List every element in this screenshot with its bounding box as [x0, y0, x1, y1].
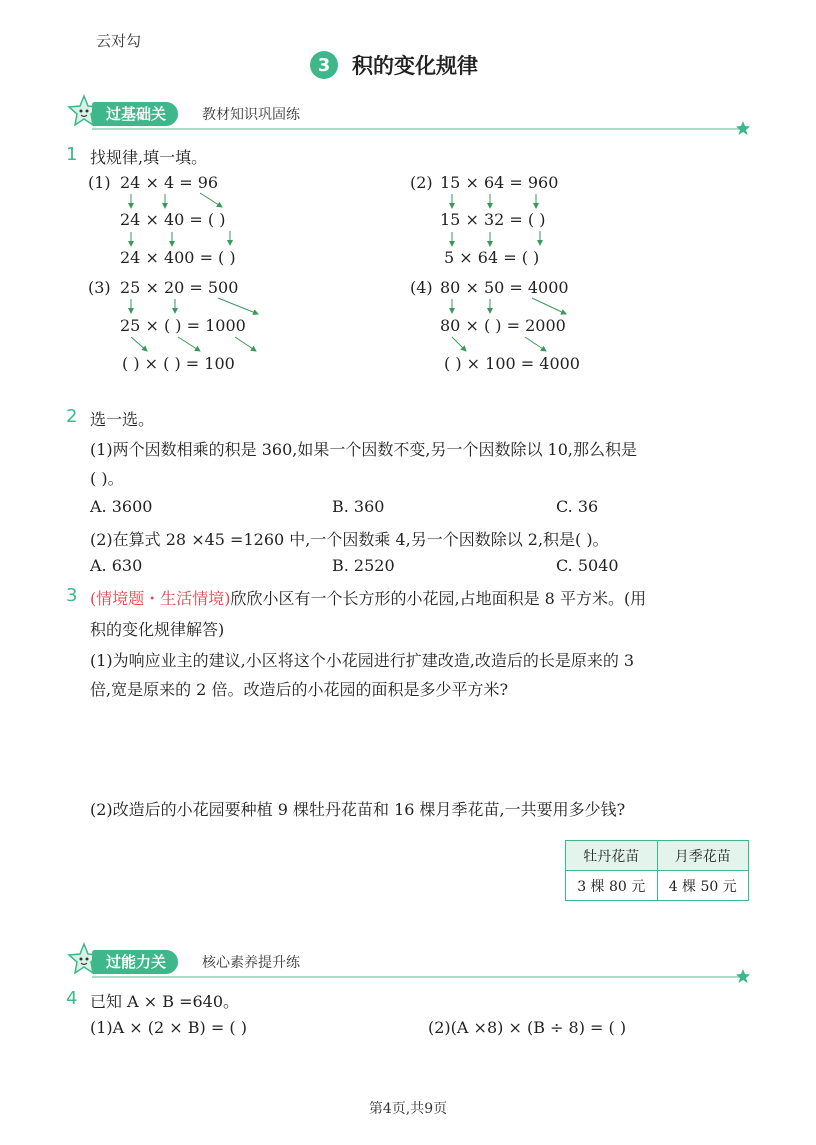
- q2-sub1-option-a: A. 3600: [90, 497, 153, 516]
- q1-part1-eq3: 24 × 400 = ( ): [120, 248, 236, 267]
- q1-part3-eq3: ( ) × ( ) = 100: [122, 354, 235, 373]
- q4-sub2: (2)(A ×8) × (B ÷ 8) = ( ): [428, 1018, 627, 1037]
- question-3-number: 3: [66, 585, 78, 606]
- q2-sub2-option-b: B. 2520: [332, 556, 395, 575]
- q2-sub1-option-b: B. 360: [332, 497, 385, 516]
- q1-part3-eq2: 25 × ( ) = 1000: [120, 316, 246, 335]
- q2-sub2-text: (2)在算式 28 ×45 =1260 中,一个因数乘 4,另一个因数除以 2,积是( )。: [90, 530, 609, 549]
- question-1-prompt: 找规律,填一填。: [90, 148, 208, 167]
- q1-part3-eq1: 25 × 20 = 500: [120, 278, 239, 297]
- question-3-line1: [90, 586, 646, 609]
- question-4-number: 4: [66, 988, 78, 1009]
- section-title: 过能力关: [92, 950, 178, 974]
- q1-part1-eq2: 24 × 40 = ( ): [120, 210, 226, 229]
- table-cell-peony-price: 3 棵 80 元: [566, 871, 658, 901]
- q1-part1-label: (1): [88, 173, 111, 192]
- page-title: 积的变化规律: [352, 54, 478, 78]
- q1-part2-eq3: 5 × 64 = ( ): [444, 248, 540, 267]
- table-cell-rose-price: 4 棵 50 元: [657, 871, 749, 901]
- lesson-number-badge: 3: [310, 51, 338, 79]
- q1-part4-eq1: 80 × 50 = 4000: [440, 278, 569, 297]
- question-2-prompt: 选一选。: [90, 410, 155, 429]
- table-header-rose: 月季花苗: [657, 841, 749, 871]
- q1-part4-label: (4): [410, 278, 433, 297]
- q1-part2-eq2: 15 × 32 = ( ): [440, 210, 546, 229]
- q2-sub1-blank: ( )。: [90, 469, 124, 488]
- q3-sub1-line2: 倍,宽是原来的 2 倍。改造后的小花园的面积是多少平方米?: [90, 680, 509, 699]
- section-subtitle: 教材知识巩固练: [202, 107, 300, 123]
- q3-line1-text: 欣欣小区有一个长方形的小花园,占地面积是 8 平方米。(用: [230, 589, 647, 608]
- question-3-line2: 积的变化规律解答): [90, 620, 225, 639]
- section-subtitle: 核心素养提升练: [202, 955, 300, 971]
- q1-part4-eq3: ( ) × 100 = 4000: [444, 354, 580, 373]
- q1-hint-arrows: [0, 0, 816, 400]
- section-divider: [92, 976, 740, 978]
- q1-part4-eq2: 80 × ( ) = 2000: [440, 316, 566, 335]
- q2-sub1-text: (1)两个因数相乘的积是 360,如果一个因数不变,另一个因数除以 10,那么积是: [90, 440, 637, 459]
- question-4-prompt: 已知 A × B =640。: [90, 992, 240, 1011]
- section-title: 过基础关: [92, 102, 178, 126]
- q1-part2-eq1: 15 × 64 = 960: [440, 173, 559, 192]
- q3-context-tag: (情境题・生活情境): [90, 589, 231, 608]
- brand-label: 云对勾: [96, 32, 142, 50]
- q3-sub2-line1: (2)改造后的小花园要种植 9 棵牡丹花苗和 16 棵月季花苗,一共要用多少钱?: [90, 800, 626, 819]
- question-1-number: 1: [66, 144, 78, 165]
- q1-part2-label: (2): [410, 173, 433, 192]
- seedling-price-table: [565, 840, 749, 901]
- star-icon: [736, 969, 750, 983]
- question-2-number: 2: [66, 406, 78, 427]
- q3-sub1-line1: (1)为响应业主的建议,小区将这个小花园进行扩建改造,改造后的长是原来的 3: [90, 651, 635, 670]
- q2-sub2-option-c: C. 5040: [556, 556, 619, 575]
- q1-part1-eq1: 24 × 4 = 96: [120, 173, 219, 192]
- q2-sub2-option-a: A. 630: [90, 556, 143, 575]
- q1-part3-label: (3): [88, 278, 111, 297]
- q2-sub1-option-c: C. 36: [556, 497, 599, 516]
- section-ability-header: [66, 942, 750, 982]
- table-header-peony: 牡丹花苗: [566, 841, 658, 871]
- page-footer: 第4页,共9页: [368, 1101, 448, 1117]
- q4-sub1: (1)A × (2 × B) = ( ): [90, 1018, 247, 1037]
